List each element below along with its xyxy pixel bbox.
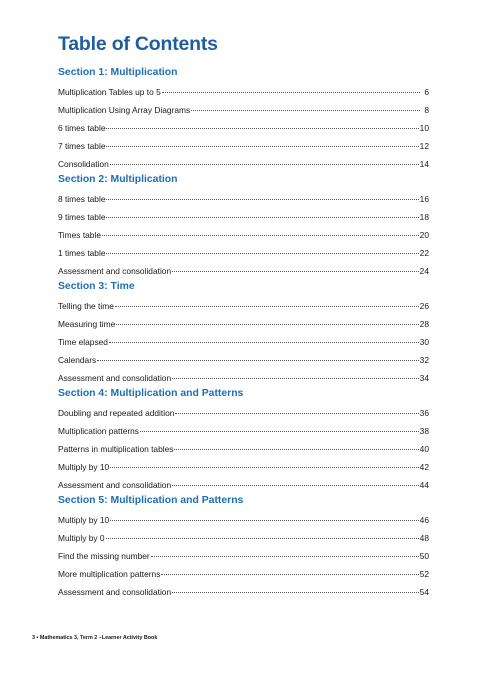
entry-label: Patterns in multiplication tables	[58, 444, 174, 454]
dot-leader	[106, 527, 419, 539]
entry-label: 9 times table	[58, 212, 106, 222]
entry-page-number: 46	[419, 515, 429, 525]
entry-page-number: 14	[419, 159, 429, 169]
entry-label: Times table	[58, 230, 101, 240]
dot-leader	[151, 545, 419, 557]
dot-leader	[140, 420, 419, 432]
toc-entry[interactable]	[58, 262, 429, 280]
dot-leader	[106, 242, 418, 254]
entry-label: Consolidation	[58, 159, 109, 169]
dot-leader	[172, 581, 419, 593]
entry-page-number: 48	[419, 533, 429, 543]
entry-label: Assessment and consolidation	[58, 373, 172, 383]
toc-entry[interactable]	[58, 583, 429, 601]
entry-label: Multiply by 10	[58, 515, 110, 525]
entry-label: Multiplication Tables up to 5	[58, 87, 161, 97]
entry-page-number: 12	[419, 141, 429, 151]
dot-leader	[97, 349, 418, 361]
entry-page-number: 32	[419, 355, 429, 365]
entry-label: Multiplication patterns	[58, 426, 139, 436]
entry-page-number: 34	[419, 373, 429, 383]
entry-page-number: 24	[419, 266, 429, 276]
entry-label: 7 times table	[58, 141, 106, 151]
entry-page-number: 18	[419, 212, 429, 222]
table-of-contents	[58, 66, 429, 601]
dot-leader	[162, 81, 420, 93]
dot-leader	[172, 367, 419, 379]
entry-label: Measuring time	[58, 319, 116, 329]
dot-leader	[106, 135, 418, 147]
entry-label: Calendars	[58, 355, 97, 365]
entry-label: Multiply by 0	[58, 533, 105, 543]
section-heading: Section 2: Multiplication	[58, 174, 178, 185]
entry-page-number: 16	[419, 194, 429, 204]
dot-leader	[172, 260, 419, 272]
page-footer: 3 • Mathematics 3, Term 2 –Learner Activity Book	[32, 635, 158, 641]
dot-leader	[175, 402, 418, 414]
entry-page-number: 28	[419, 319, 429, 329]
entry-label: Assessment and consolidation	[58, 587, 172, 597]
dot-leader	[110, 456, 418, 468]
entry-label: Multiplication Using Array Diagrams	[58, 105, 191, 115]
entry-page-number: 20	[419, 230, 429, 240]
dot-leader	[115, 295, 419, 307]
entry-page-number: 42	[419, 462, 429, 472]
toc-entry[interactable]	[58, 369, 429, 387]
entry-label: Telling the time	[58, 301, 114, 311]
section-heading: Section 5: Multiplication and Patterns	[58, 495, 244, 506]
entry-label: More multiplication patterns	[58, 569, 161, 579]
entry-page-number: 22	[419, 248, 429, 258]
dot-leader	[174, 438, 418, 450]
entry-label: 8 times table	[58, 194, 106, 204]
dot-leader	[106, 117, 418, 129]
entry-page-number: 36	[419, 408, 429, 418]
toc-entry[interactable]	[58, 476, 429, 494]
entry-label: 6 times table	[58, 123, 106, 133]
dot-leader	[110, 153, 419, 165]
entry-page-number: 40	[419, 444, 429, 454]
entry-label: Doubling and repeated addition	[58, 408, 175, 418]
entry-page-number: 30	[419, 337, 429, 347]
section-heading: Section 4: Multiplication and Patterns	[58, 388, 244, 399]
entry-label: Multiply by 10	[58, 462, 110, 472]
entry-label: Assessment and consolidation	[58, 266, 172, 276]
entry-label: Find the missing number	[58, 551, 150, 561]
entry-page-number: 6	[424, 87, 429, 97]
dot-leader	[109, 331, 419, 343]
dot-leader	[106, 188, 418, 200]
entry-page-number: 8	[424, 105, 429, 115]
dot-leader	[106, 206, 418, 218]
entry-label: Assessment and consolidation	[58, 480, 172, 490]
entry-label: Time elapsed	[58, 337, 108, 347]
entry-page-number: 26	[419, 301, 429, 311]
entry-page-number: 52	[419, 569, 429, 579]
dot-leader	[116, 313, 418, 325]
section-heading: Section 1: Multiplication	[58, 67, 178, 78]
dot-leader	[161, 563, 418, 575]
dot-leader	[102, 224, 419, 236]
dot-leader	[110, 509, 418, 521]
toc-entry[interactable]	[58, 155, 429, 173]
entry-page-number: 50	[419, 551, 429, 561]
entry-page-number: 10	[419, 123, 429, 133]
page-title: Table of Contents	[58, 33, 218, 55]
entry-page-number: 44	[419, 480, 429, 490]
section-heading: Section 3: Time	[58, 281, 135, 292]
entry-page-number: 38	[419, 426, 429, 436]
dot-leader	[172, 474, 419, 486]
entry-page-number: 54	[419, 587, 429, 597]
entry-label: 1 times table	[58, 248, 106, 258]
dot-leader	[191, 99, 420, 111]
